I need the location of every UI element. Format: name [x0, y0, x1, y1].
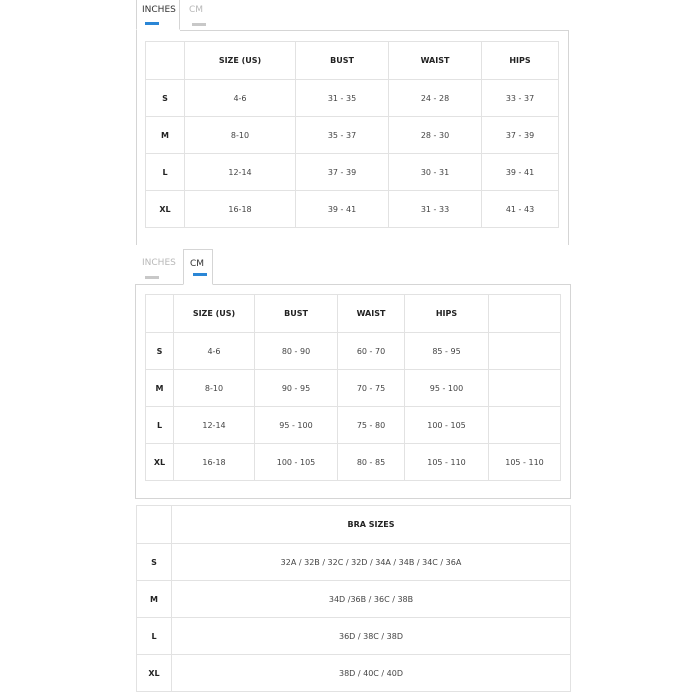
bra-size-table — [136, 505, 571, 692]
table-header-row — [146, 42, 559, 80]
header-size-us: SIZE (US) — [185, 42, 296, 80]
waist-cell: 75 - 80 — [338, 407, 405, 444]
size-label: S — [137, 544, 172, 581]
size-us-cell: 16-18 — [185, 191, 296, 228]
table-row — [137, 618, 571, 655]
header-blank-cell — [146, 42, 185, 80]
header-hips: HIPS — [482, 42, 559, 80]
tab-inches-indicator — [145, 276, 159, 279]
inches-panel-top-border — [180, 30, 569, 31]
header-bra-sizes: BRA SIZES — [172, 506, 571, 544]
table-row — [146, 154, 559, 191]
tab-cm[interactable] — [183, 249, 213, 285]
size-label: XL — [146, 191, 185, 228]
header-bust: BUST — [296, 42, 389, 80]
header-waist: WAIST — [389, 42, 482, 80]
hips-cell: 33 - 37 — [482, 80, 559, 117]
bust-cell: 37 - 39 — [296, 154, 389, 191]
header-hips: HIPS — [405, 295, 489, 333]
hips-cell: 37 - 39 — [482, 117, 559, 154]
hips-cell: 39 - 41 — [482, 154, 559, 191]
header-bust: BUST — [255, 295, 338, 333]
hips-cell: 85 - 95 — [405, 333, 489, 370]
table-row — [137, 655, 571, 692]
size-us-cell: 12-14 — [174, 407, 255, 444]
tab-inches-indicator — [145, 22, 159, 25]
size-label: XL — [146, 444, 174, 481]
tab-inches[interactable] — [137, 253, 181, 283]
bust-cell: 80 - 90 — [255, 333, 338, 370]
waist-cell: 28 - 30 — [389, 117, 482, 154]
bust-cell: 31 - 35 — [296, 80, 389, 117]
tab-cm-indicator — [192, 23, 206, 26]
hips-cell: 95 - 100 — [405, 370, 489, 407]
waist-cell: 30 - 31 — [389, 154, 482, 191]
size-label: M — [146, 117, 185, 154]
table-row — [146, 444, 561, 481]
bust-cell: 35 - 37 — [296, 117, 389, 154]
inches-panel-right-border — [568, 30, 569, 245]
tab-cm[interactable] — [184, 0, 214, 30]
tab-inches-label: INCHES — [142, 5, 176, 15]
size-label: XL — [137, 655, 172, 692]
size-us-cell: 4-6 — [174, 333, 255, 370]
table-row — [146, 370, 561, 407]
bust-cell: 90 - 95 — [255, 370, 338, 407]
table-row — [137, 581, 571, 618]
table-row — [137, 544, 571, 581]
header-blank-cell — [137, 506, 172, 544]
cm-size-table — [145, 294, 561, 481]
table-header-row — [146, 295, 561, 333]
waist-cell: 31 - 33 — [389, 191, 482, 228]
table-row — [146, 80, 559, 117]
size-us-cell: 12-14 — [185, 154, 296, 191]
bra-size-cell: 36D / 38C / 38D — [172, 618, 571, 655]
size-label: L — [146, 407, 174, 444]
table-row — [146, 407, 561, 444]
extra-cell — [489, 370, 561, 407]
tab-inches[interactable] — [136, 0, 180, 30]
table-row — [146, 333, 561, 370]
size-label: M — [146, 370, 174, 407]
header-blank-cell — [146, 295, 174, 333]
bust-cell: 100 - 105 — [255, 444, 338, 481]
tab-cm-label: CM — [189, 5, 204, 15]
waist-cell: 60 - 70 — [338, 333, 405, 370]
hips-cell: 105 - 110 — [405, 444, 489, 481]
extra-cell: 105 - 110 — [489, 444, 561, 481]
waist-cell: 80 - 85 — [338, 444, 405, 481]
bra-size-cell: 32A / 32B / 32C / 32D / 34A / 34B / 34C / 36A — [172, 544, 571, 581]
table-header-row — [137, 506, 571, 544]
bra-size-cell: 38D / 40C / 40D — [172, 655, 571, 692]
header-size-us: SIZE (US) — [174, 295, 255, 333]
size-label: L — [137, 618, 172, 655]
tab-inches-label: INCHES — [142, 258, 176, 268]
bust-cell: 39 - 41 — [296, 191, 389, 228]
header-waist: WAIST — [338, 295, 405, 333]
size-us-cell: 4-6 — [185, 80, 296, 117]
size-us-cell: 16-18 — [174, 444, 255, 481]
size-us-cell: 8-10 — [185, 117, 296, 154]
inches-panel-left-border — [136, 30, 137, 245]
waist-cell: 70 - 75 — [338, 370, 405, 407]
hips-cell: 41 - 43 — [482, 191, 559, 228]
size-label: M — [137, 581, 172, 618]
extra-cell — [489, 333, 561, 370]
tab-cm-label: CM — [190, 259, 205, 269]
size-label: S — [146, 333, 174, 370]
size-label: S — [146, 80, 185, 117]
tab-cm-indicator — [193, 273, 207, 276]
hips-cell: 100 - 105 — [405, 407, 489, 444]
bust-cell: 95 - 100 — [255, 407, 338, 444]
inches-size-table — [145, 41, 559, 228]
header-extra — [489, 295, 561, 333]
table-row — [146, 191, 559, 228]
table-row — [146, 117, 559, 154]
size-us-cell: 8-10 — [174, 370, 255, 407]
waist-cell: 24 - 28 — [389, 80, 482, 117]
size-label: L — [146, 154, 185, 191]
extra-cell — [489, 407, 561, 444]
bra-size-cell: 34D /36B / 36C / 38B — [172, 581, 571, 618]
